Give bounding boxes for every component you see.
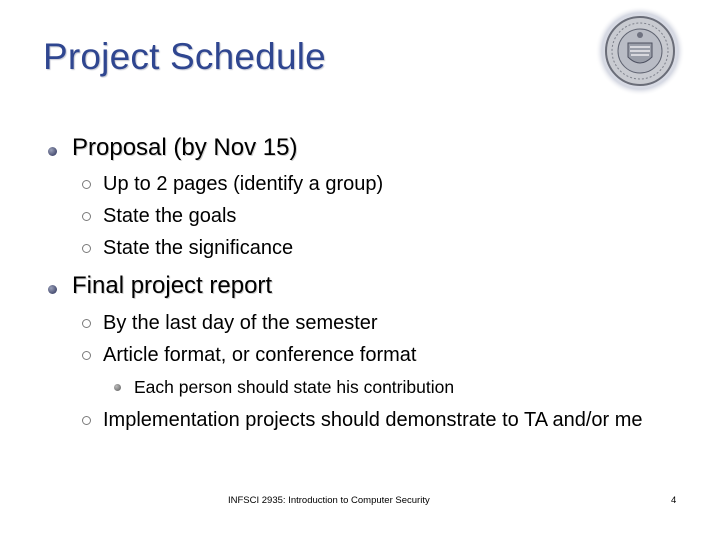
footer-course: INFSCI 2935: Introduction to Computer Security [228,495,430,506]
page-number: 4 [671,495,677,506]
university-seal-icon [594,5,686,97]
slide-title: Project Schedule [43,36,326,77]
list-item-text: State the significance [103,237,294,259]
bullet-icon [48,285,57,294]
circle-bullet-icon [82,180,91,189]
circle-bullet-icon [82,416,91,425]
circle-bullet-icon [82,351,91,360]
circle-bullet-icon [82,319,91,328]
sub-list-item-text: Each person should state his contribution [134,377,455,397]
list-item-text: By the last day of the semester [103,312,378,334]
list-item-text: Implementation projects should demonstrate to TA and/or me [103,409,643,431]
section-heading: Final project report [72,272,273,299]
bullet-icon [48,147,57,156]
circle-bullet-icon [82,212,91,221]
small-bullet-icon [114,384,121,391]
list-item-text: Up to 2 pages (identify a group) [103,173,384,195]
circle-bullet-icon [82,244,91,253]
list-item-text: State the goals [103,205,237,227]
list-item-text: Article format, or conference format [103,344,417,366]
section-heading: Proposal (by Nov 15) [72,134,298,161]
